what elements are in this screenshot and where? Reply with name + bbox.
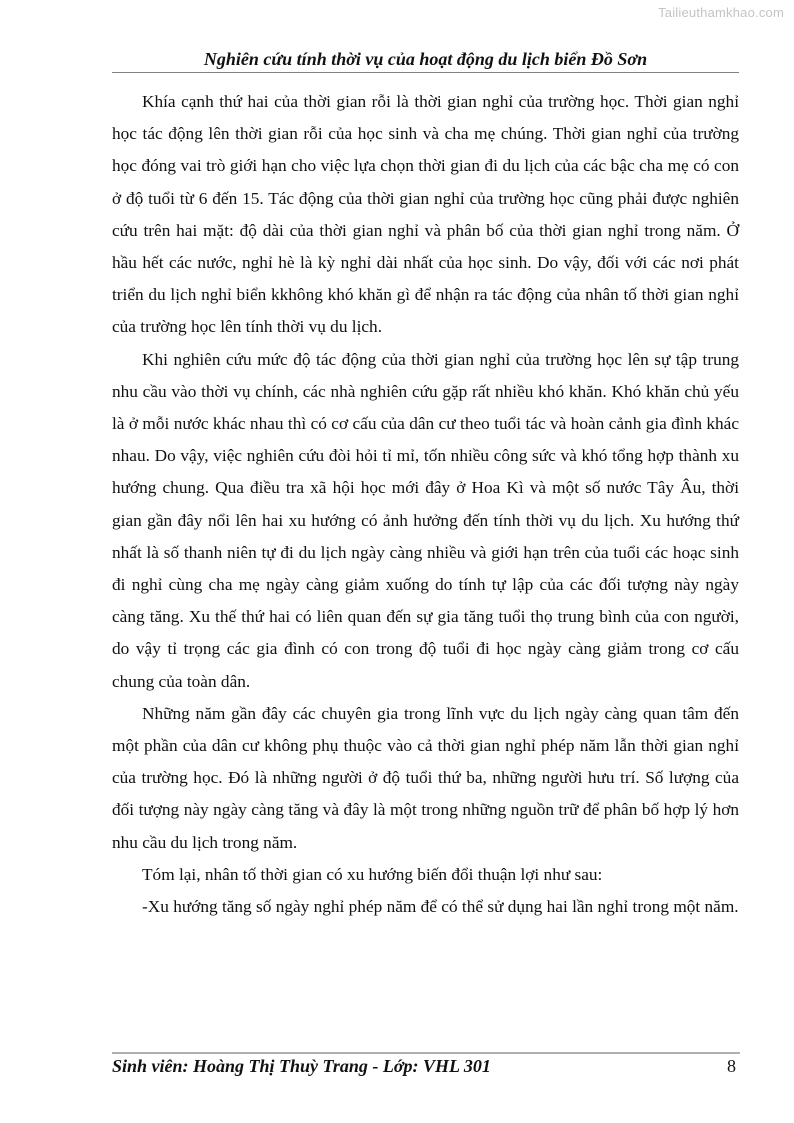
page-header-title: Nghiên cứu tính thời vụ của hoạt động du lịch biển Đồ Sơn — [203, 49, 648, 69]
document-body — [112, 86, 739, 923]
paragraph: Những năm gần đây các chuyên gia trong lĩnh vực du lịch ngày càng quan tâm đến một phần của dân cư không phụ thuộc vào cả thời gian nghỉ phép năm lẫn thời gian nghỉ của trường học. Đó là những người ở độ tuổi thứ ba, những người hưu trí. Số lượng của đối tượng này ngày càng tăng và đây là một trong những nguồn trữ để phân bố hợp lý hơn nhu cầu du lịch trong năm. — [112, 703, 739, 852]
paragraph: -Xu hướng tăng số ngày nghỉ phép năm để có thể sử dụng hai lần nghỉ trong một năm. — [142, 897, 739, 917]
paragraph: Khía cạnh thứ hai của thời gian rỗi là thời gian nghỉ của trường học. Thời gian nghỉ học tác động lên thời gian rỗi của học sinh và cha mẹ chúng. Thời gian nghỉ của trường học đóng vai trò giới hạn cho việc lựa chọn thời gian đi du lịch của các bậc cha mẹ có con ở độ tuổi từ 6 đến 15. Tác động của thời gian nghỉ của trường học cũng phải được nghiên cứu trên hai mặt: độ dài của thời gian nghỉ và phân bố của thời gian nghỉ trong năm. Ở hầu hết các nước, nghỉ hè là kỳ nghỉ dài nhất của học sinh. Do vậy, đối với các nơi phát triển du lịch nghỉ biển kkhông khó khăn gì để nhận ra tác động của nhân tố thời gian nghỉ của trường học lên tính thời vụ du lịch. — [112, 92, 739, 337]
paragraph: Tóm lại, nhân tố thời gian có xu hướng biến đổi thuận lợi như sau: — [142, 864, 603, 884]
page-number: 8 — [727, 1056, 736, 1076]
paragraph: Khi nghiên cứu mức độ tác động của thời gian nghỉ của trường học lên sự tập trung nhu cầu vào thời vụ chính, các nhà nghiên cứu gặp rất nhiều khó khăn. Khó khăn chủ yếu là ở mỗi nước khác nhau thì có cơ cấu của dân cư theo tuổi tác và hoàn cảnh gia đình khác nhau. Do vậy, việc nghiên cứu đòi hỏi tỉ mỉ, tốn nhiều công sức và khó tổng hợp thành xu hướng chung. Qua điều tra xã hội học mới đây ở Hoa Kì và một số nước Tây Âu, thời gian gần đây nổi lên hai xu hướng có ảnh hưởng đến tính thời vụ du lịch. Xu hướng thứ nhất là số thanh niên tự đi du lịch ngày càng nhiều và giới hạn trên của tuổi các hoạc sinh đi nghỉ cùng cha mẹ ngày càng giảm xuống do tính tự lập của các đối tượng này ngày càng tăng. Xu thế thứ hai có liên quan đến sự gia tăng tuổi thọ trung bình của con người, do vậy tỉ trọng các gia đình có con trong độ tuổi đi học ngày càng giảm trong cơ cấu chung của toàn dân. — [112, 349, 739, 691]
header-divider — [112, 72, 739, 73]
watermark: Tailieuthamkhao.com — [658, 5, 784, 20]
footer-divider — [112, 1052, 740, 1054]
footer-author-line: Sinh viên: Hoàng Thị Thuỳ Trang - Lớp: VHL 301 — [112, 1056, 491, 1076]
